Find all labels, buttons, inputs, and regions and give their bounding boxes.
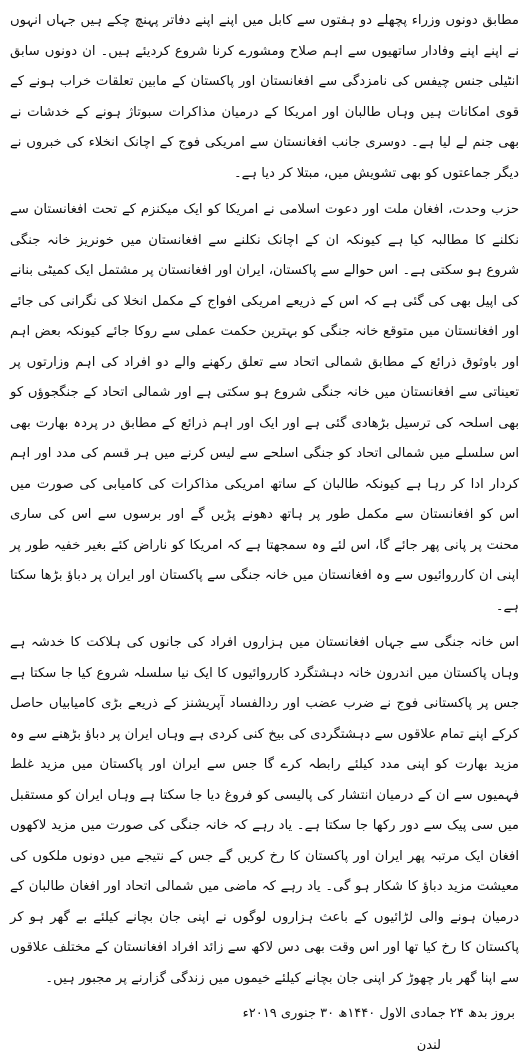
article-paragraph: اس خانہ جنگی سے جہاں افغانستان میں ہزاروں افراد کی جانوں کی ہلاکت کا خدشہ ہے وہاں پاکستان میں اندرون خانہ دہشتگرد کارروائیوں کا ایک نیا سلسلہ شروع کیا جا سکتا ہے جس پر پاکستانی فوج نے ضرب عضب اور ردالفساد آپریشنز کے ذریعے بڑی کامیابیاں حاصل کرکے اپنے تمام علاقوں سے دہشتگردی کی بیخ کنی کردی ہے وہاں ایران پر دباؤ بڑھنے سے وہ مزید بھارت کو اپنی مدد کیلئے رابطہ کرے گا جس سے ایران اور پاکستان میں مزید غلط فہمیوں سے ان کے درمیان انتشار کی پالیسی کو فروغ دیا جا سکتا ہے وہاں ایران کو مستقبل میں سی پیک سے دور رکھا جا سکتا ہے۔ یاد رہے کہ خانہ جنگی کی صورت میں مزید لاکھوں افغان ایک مرتبہ پھر ایران اور پاکستان کا رخ کریں گے جس کے نتیجے میں دونوں ملکوں کی معیشت مزید دباؤ کا شکار ہو گی۔ یاد رہے کہ ماضی میں شمالی اتحاد اور افغان طالبان کے درمیان ہونے والی لڑائیوں کے باعث ہزاروں لوگوں نے اپنی جان بچانے کیلئے بے گھر ہو کر پاکستان کا رخ کیا تھا اور اس وقت بھی دس لاکھ سے زائد افراد افغانستان کے مختلف علاقوں سے اپنا گھر بار چھوڑ کر اپنی جان بچانے کیلئے خیموں میں زندگی گزارنے پر مجبور ہیں۔: [10, 635, 519, 986]
date-line: بروز بدھ ۲۴ جمادی الاول ۱۴۴۰ھ ۳۰ جنوری ۲۰۱۹ء: [242, 1006, 515, 1021]
place-name: لندن: [416, 1038, 441, 1053]
article-paragraph: مطابق دونوں وزراء پچھلے دو ہفتوں سے کابل میں اپنے اپنے دفاتر پہنچ چکے ہیں جہاں انہوں نے اپنے اپنے وفادار ساتھیوں سے اہم صلاح ومشورے کرنا شروع کردیئے ہیں۔ ان دونوں سابق انٹیلی جنس چیفس کی نامزدگی سے افغانستان اور پاکستان کے مابین تعلقات خراب ہونے کے قوی امکانات ہیں وہاں طالبان اور امریکا کے درمیان مذاکرات سبوتاژ ہونے کے خدشات نے بھی جنم لے لیا ہے۔ دوسری جانب افغانستان سے امریکی فوج کے اچانک انخلاء کی خبروں نے دیگر جماعتوں کو بھی تشویش میں، مبتلا کر دیا ہے۔: [10, 13, 519, 181]
article-paragraph: حزب وحدت، افغان ملت اور دعوت اسلامی نے امریکا کو ایک میکنزم کے تحت افغانستان سے نکلنے کا مطالبہ کیا ہے کیونکہ ان کے اچانک نکلنے سے افغانستان میں خونریز خانہ جنگی شروع ہو سکتی ہے۔ اس حوالے سے پاکستان، ایران اور افغانستان پر مشتمل ایک کمیٹی بنانے کی اپیل بھی کی گئی ہے کہ اس کے ذریعے امریکی افواج کے مکمل انخلا کی نگرانی کی جائے اور افغانستان میں متوقع خانہ جنگی کو بہترین حکمت عملی سے روکا جائے کیونکہ بعض اہم اور باوثوق ذرائع کے مطابق شمالی اتحاد سے تعلق رکھنے والے دو افراد کی اہم وزارتوں پر تعیناتی سے افغانستان میں خانہ جنگی شروع ہو سکتی ہے اور شمالی اتحاد کے جنگجوؤں کو بھی اسلحہ کی ترسیل بڑھادی گئی ہے اور ایک اور اہم ذرائع کے مطابق در پردہ بھارت بھی اس سلسلے میں شمالی اتحاد کو جنگی اسلحے سے لیس کرنے میں ہر قسم کی مدد اور اہم کردار ادا کر رہا ہے کیونکہ طالبان کے ساتھ امریکی مذاکرات کی کامیابی کی صورت میں اس کو افغانستان سے مکمل طور پر ہاتھ دھونے پڑیں گے اور برسوں سے اس کی ساری محنت پر پانی پھر جائے گا، اس لئے وہ سمجھتا ہے کہ امریکا کو ناراض کئے بغیر خفیہ طور پر اپنی ان کارروائیوں سے وہ افغانستان میں خانہ جنگی سے پاکستان اور ایران پر دباؤ بڑھا سکتا ہے۔: [10, 202, 519, 614]
